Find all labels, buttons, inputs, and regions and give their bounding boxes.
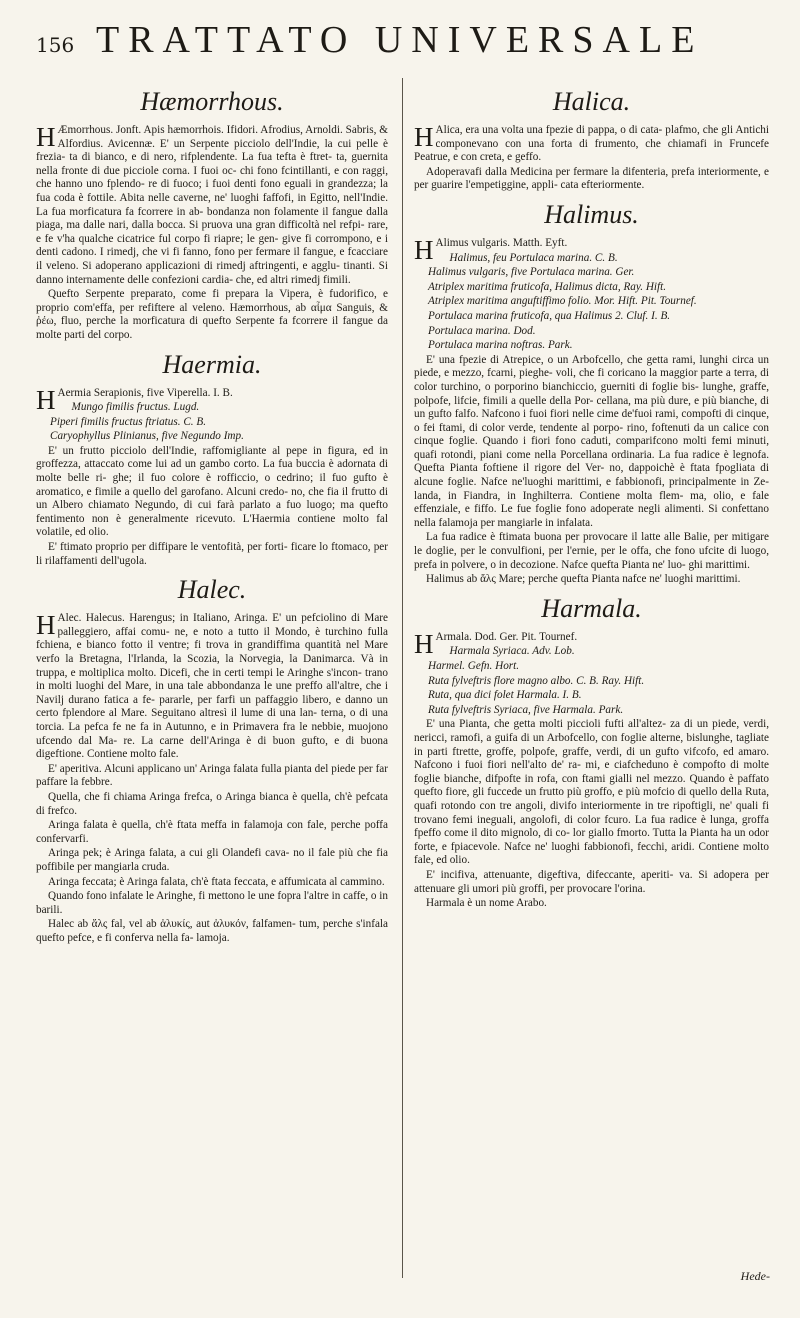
synonym-line: Halimus, feu Portulaca marina. C. B. xyxy=(449,251,618,264)
synonym-line: Mungo fimilis fructus. Lugd. xyxy=(71,401,200,414)
column-divider xyxy=(402,78,403,1278)
drop-cap: H xyxy=(414,122,434,152)
synonym-line: Atriplex maritima fruticofa, Halimus dicta, Ray. Hift. xyxy=(428,280,667,293)
synonym-line: Portulaca marina fruticofa, qua Halimus 2. Cluf. I. B. xyxy=(428,309,671,322)
left-column xyxy=(36,80,388,946)
page-number: 156 xyxy=(36,33,75,57)
entry-paragraph: La fua radice è ftimata buona per provocare il latte alle Balie, per mitigare le doglie, per le convulfioni, per l'ernie, per le offa, che fono ufcite di luogo, prefa in polvere, o in decozione. Nafce quefta Pianta ne' luo- ghi marittimi. xyxy=(414,531,769,571)
synonym-line: Ruta fylveftris flore magno albo. C. B. Ray. Hift. xyxy=(428,674,645,687)
entry-paragraph: Adoperavafi dalla Medicina per fermare la difenteria, prefa interiormente, e per guarire l'empetiggine, appli- cata efteriormente. xyxy=(414,165,769,192)
entry-title-halec: Halec. xyxy=(177,575,247,605)
entry-paragraph: H Alimus vulgaris. Matth. Eyft. xyxy=(414,234,568,265)
drop-cap: H xyxy=(36,384,56,415)
entry-paragraph: Halimus ab ἅλς Mare; perche quefta Pianta nafce ne' luoghi marittimi. xyxy=(426,573,741,586)
synonym-line: Ruta, qua dici folet Harmala. I. B. xyxy=(428,689,582,702)
entry-paragraph: Halec ab ἅλς fal, vel ab ἁλυκίς, aut ἁλυκόν, falfamen- tum, perche s'infala quefto pefce, e fi conferva nella fa- lamoja. xyxy=(36,918,388,944)
entry-paragraph: E' aperitiva. Alcuni applicano un' Aringa falata fulla pianta del piede per far paffare la febbre. xyxy=(36,762,388,789)
drop-cap: H xyxy=(36,610,56,641)
entry-paragraph: E' ftimato proprio per diffipare le ventofità, per forti- ficare lo ftomaco, per li rilaffamenti dell'ugola. xyxy=(36,541,388,567)
entry-paragraph: E' una fpezie di Atrepice, o un Arbofcello, che getta rami, lunghi circa un piede, e mezzo, fcarni, pieghe- voli, che fi coricano la maggior parte a terra, di color turchino, o porporino bianchiccio, guerniti di foglie bis- lunghe, graffe, polpofe, lifcie, fimili a quelle della Por- cellana, ma più dure, e più bianche, di un gufto falfo. Nafcono i fuoi fiori nelle cime de'fuoi rami, compofti di cinque, o fei ftami, di color verde, tendente al porpo- rino, foftenuti da un calice con cinque foglie. Quando i fiori fono caduti, comparifcono molti femi minuti, quafi rotondi, piani come nella Porcellana ordinaria. La fua radice è legnofa. Quefta Pianta foftiene il rigore del Ver- no, dappoichè è ftata fpogliata di alcune foglie. Nafce ne'luoghi marittimi, e fabbionofi, principalmente in Ze- landa, in Fiandra, in Inghilterra. Contiene molta flem- ma, olio, e fale effenziale, e fiffo. Le fue foglie fono adoperate negli alimenti. Si confettano nella falamoja per mangiarle in infalata. xyxy=(414,353,769,529)
drop-cap: H xyxy=(36,122,56,152)
entry-paragraph: Quella, che fi chiama Aringa frefca, o Aringa bianca è quella, ch'è pefcata di frefco. xyxy=(36,790,388,817)
entry-paragraph: Aringa pek; è Aringa falata, a cui gli Olandefi cava- no il fale più che fia poffibile per mangiarla cruda. xyxy=(36,847,388,873)
entry-title-haemorrhous: Hæmorrhous. xyxy=(140,87,284,116)
entry-title-halica: Halica. xyxy=(552,87,631,116)
page-header xyxy=(36,18,776,70)
entry-paragraph: E' una Pianta, che getta molti piccioli fufti all'altez- za di un piede, verdi, nericci, ramofi, a guifa di un Arbofcello, con foglie alterne, bislunghe, tagliate in parti ftrette, groffe, polpofe, graffe, verdi, di un gufto vifcofo, ed amaro. Nafcono i fuoi fiori nell'alto de' ra- mi, e ciafcheduno è compofto di molte foglie bianche, difpofte in rofa, con ftami gialli nel mezzo. Quando è paffato quefto fiore, gli fuccede un frutto più groffo, e più mofcio di quello della Ruta, quafi rotondo con tre angoli, divifo interiormente in tre ripoftigli, ne' quali fi trovano femi ineguali, angolofi, di color fcuro. La fua radice è lunga, groffa fpeffo come il dito mignolo, di co- lor giallo fmorto. Tutta la Pianta ha un odor forte, e fpiacevole. Nafce ne' luoghi fabbionofi, fecchi, aridi. Contiene molto fale, ed olio. xyxy=(414,718,769,867)
synonym-line: Ruta fylveftris Syriaca, five Harmala. Park. xyxy=(428,703,624,716)
entry-paragraph: Aringa feccata; è Aringa falata, ch'è ftata feccata, e affumicata al cammino. xyxy=(48,875,385,888)
entry-paragraph: H Alica, era una volta una fpezie di pappa, o di cata- plafmo, che gli Antichi componevano con una forta di frumento, che chiamafi in Fruncefe Peatrue, e con creta, e geffo. xyxy=(414,122,769,164)
entry-paragraph: E' un frutto picciolo dell'Indie, raffomigliante al pepe in figura, ed in groffezza, attaccato come lui ad un gambo corto. La fua buccia è adornata di molte belle ri- ghe; il fuo colore è rofficcio, o cedrino; il fuo gufto è aromatico, e fimile a quello del garofano. Alcuni credo- no, che fia il frutto di un Albero chiamato Negundo, di cui farà parlato a fuo luogo; ma quefto fentimento non è generalmente ricevuto. L'Haermia contiene molto fal volatile, ed olio. xyxy=(36,444,388,539)
synonym-line: Portulaca marina. Dod. xyxy=(428,324,536,337)
entry-paragraph: Quefto Serpente preparato, come fi prepara la Vipera, è fudorifico, e proprio com'effa, per refiftere al veleno. Hæmorrhous, ab αἷμα Sanguis, & ῥέω, fluo, perche la morficatura di quefto Serpente fa fcorrere il fangue da molte parti del corpo. xyxy=(36,288,388,341)
synonym-line: Piperi fimilis fructus ftriatus. C. B. xyxy=(50,415,207,428)
right-column xyxy=(414,80,769,912)
entry-paragraph: E' incifiva, attenuante, digeftiva, difeccante, aperiti- va. Si adopera per attenuare gli umori più groffi, per provocare l'orina. xyxy=(414,868,769,895)
entry-paragraph: Harmala è un nome Arabo. xyxy=(426,897,547,910)
entry-paragraph: Aringa falata è quella, ch'è ftata meffa in falamoja con fale, perche poffa confervarfi. xyxy=(36,819,388,845)
synonym-line: Caryophyllus Plinianus, five Negundo Imp. xyxy=(50,430,244,443)
entry-paragraph: H Armala. Dod. Ger. Pit. Tournef. xyxy=(414,628,578,659)
entry-title-halimus: Halimus. xyxy=(544,199,639,229)
synonym-line: Harmel. Gefn. Hort. xyxy=(428,660,520,672)
entry-paragraph: H Æmorrhous. Jonft. Apis hæmorrhois. Ifidori. Afrodius, Arnoldi. Sabris, & Alfordius. Avicennæ. E' un Serpente picciolo dell'Indie, la cui pelle è frezia- ta di bianco, e di nero, rifplendente. La fua tefta è ftret- ta, guernita nella fronte di due picciole corna. I fuoi oc- chi fono fcintillanti, e con raggi, che hanno uno fplendo- re di fuoco; i fuoi denti fono eguali in grandezza; la fua coda è fottile. Abita nelle caverne, ne' luoghi faffofi, in Egitto, nell'Indie. La fua morficatura fa fcorrere in ab- bondanza non folamente il fangue dalla piaga, ma dalle nari, dalla bocca. Si pruova una gran difficoltà nel refpi- rare, e fe v'ha qualche cicatrice ful corpo fi riapre; le gen- give fi corrompono, e i denti cadono. I rimedj, che vi fi fanno, fono per fermare il fangue, e fcacciare il veleno. Si adoperano applicazioni di rimedj aftringenti, e agglu- tinanti. Si danno internamente delle confezioni cardia- che, ed altri rimedj fimili. xyxy=(36,122,388,286)
drop-cap: H xyxy=(414,628,434,659)
synonym-line: Halimus vulgaris, five Portulaca marina. Ger. xyxy=(428,266,635,279)
drop-cap: H xyxy=(414,234,434,265)
entry-paragraph: H Alec. Halecus. Harengus; in Italiano, Aringa. E' un pefciolino di Mare palleggiero, affai comu- ne, e noto a tutto il Mondo, è turchino fulla fchiena, e bianco fotto il ventre; fi trova in grandiffima quantità nel Mare verfo la Bretagna, l'Irlanda, la Scozia, la Norvegia, la Danimarca. Và in truppa, e moltiplica molto. Dicefi, che in certi tempi le Aringhe s'incon- trano in molti luoghi del Mare, in una tale abbondanza le une preffo all'altre, che i Navilj durano fatica a fe- pararle, per farfi un paffaggio libero, e danno un certo fplendore al Mare. Seguitano altresì il lume di una lan- terna, o di una torcia. La pefca fe ne fa in Autunno, e in Primavera fra le nebbie, muojono ufcendo dal Ma- re. La carne dell'Aringa è di buon gufto, e di buona digeftione. Contiene molto fale. xyxy=(36,610,388,761)
synonym-line: Portulaca marina noftras. Park. xyxy=(428,339,573,352)
running-title: TRATTATO UNIVERSALE xyxy=(96,19,704,61)
synonym-line: Harmala Syriaca. Adv. Lob. xyxy=(449,645,575,658)
synonym-line: Atriplex maritima anguftiffimo folio. Mor. Hift. Pit. Tournef. xyxy=(428,295,697,308)
entry-title-harmala: Harmala. xyxy=(541,593,642,623)
entry-paragraph: Quando fono infalate le Aringhe, fi mettono le une fopra l'altre in caffe, o in barili. xyxy=(36,890,388,916)
entry-title-haermia: Haermia. xyxy=(162,349,262,379)
entry-paragraph: H Aermia Serapionis, five Viperella. I. B. xyxy=(36,384,233,415)
catchword: Hede- xyxy=(740,1269,770,1283)
